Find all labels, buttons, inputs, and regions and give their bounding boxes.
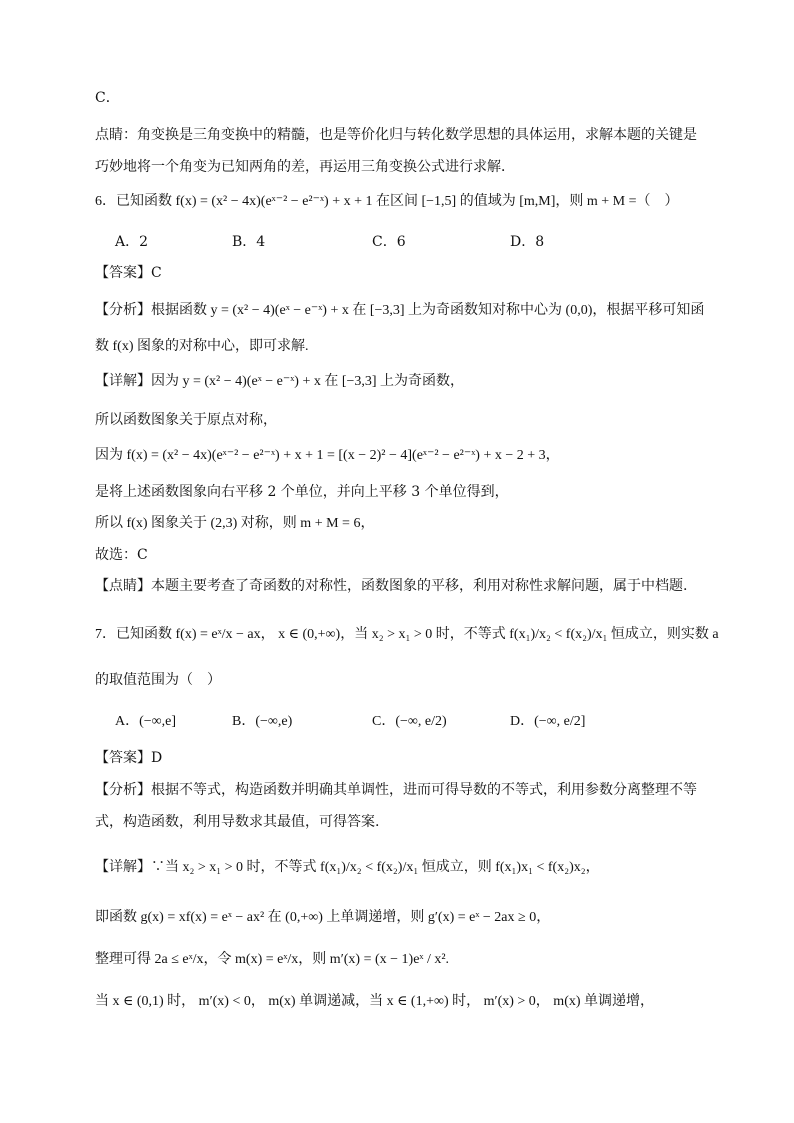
q7-option-d: D．(−∞, e/2] <box>510 714 586 729</box>
q7-option-b: B．(−∞,e) <box>232 714 293 729</box>
q7-option-c: C．(−∞, e/2) <box>372 714 447 729</box>
q7-analysis-2: 式，构造函数，利用导数求其最值，可得答案. <box>95 814 380 830</box>
q6-detail-3: 因为 f(x) = (x² − 4x)(eˣ⁻² − e²⁻ˣ) + x + 1 = [(x − 2)² − 4](eˣ⁻² − e²⁻ˣ) + x − 2 + 3， <box>95 448 560 463</box>
q6-detail-4: 是将上述函数图象向右平移 2 个单位，并向上平移 3 个单位得到， <box>95 484 509 500</box>
q6-analysis-1: 【分析】根据函数 y = (x² − 4)(eˣ − e⁻ˣ) + x 在 [−3,3] 上为奇函数知对称中心为 (0,0)，根据平移可知函 <box>95 303 705 318</box>
q6-answer: 【答案】C <box>95 265 162 281</box>
q7-detail-4: 当 x ∈ (0,1) 时， m′(x) < 0， m(x) 单调递减，当 x ∈ (1,+∞) 时， m′(x) > 0， m(x) 单调递增， <box>95 994 655 1009</box>
q7-answer: 【答案】D <box>95 750 163 766</box>
q6-detail-5: 所以 f(x) 图象关于 (2,3) 对称，则 m + M = 6， <box>95 516 375 531</box>
q7-detail-1: 【详解】∵当 x₂ > x₁ > 0 时，不等式 f(x₁)/x₂ < f(x₂)/x₁ 恒成立，则 f(x₁)x₁ < f(x₂)x₂， <box>95 860 600 875</box>
q7-analysis-1: 【分析】根据不等式，构造函数并明确其单调性，进而可得导数的不等式，利用参数分离整理不等 <box>95 782 697 798</box>
q7-detail-3: 整理可得 2a ≤ eˣ/x，令 m(x) = eˣ/x，则 m′(x) = (x − 1)eˣ / x². <box>95 952 450 967</box>
question-6: 6．已知函数 f(x) = (x² − 4x)(eˣ⁻² − e²⁻ˣ) + x + 1 在区间 [−1,5] 的值域为 [m,M]，则 m + M =（ ） <box>95 194 679 209</box>
note-line-1: 点睛：角变换是三角变换中的精髓，也是等价化归与转化数学思想的具体运用，求解本题的关键是 <box>95 127 697 143</box>
question-7: 7．已知函数 f(x) = eˣ/x − ax， x ∈ (0,+∞)，当 x₂ > x₁ > 0 时，不等式 f(x₁)/x₂ < f(x₂)/x₁ 恒成立，则实数 a <box>95 627 719 642</box>
q6-option-a: A．2 <box>115 234 149 250</box>
q7-detail-2: 即函数 g(x) = xf(x) = eˣ − ax² 在 (0,+∞) 上单调递增，则 g′(x) = eˣ − 2ax ≥ 0， <box>95 910 551 925</box>
answer-letter: C． <box>95 90 120 106</box>
q6-detail-2: 所以函数图象关于原点对称， <box>95 412 277 428</box>
q6-option-b: B．4 <box>232 234 266 250</box>
q6-comment: 【点睛】本题主要考查了奇函数的对称性，函数图象的平移，利用对称性求解问题，属于中档题. <box>95 578 688 594</box>
q6-choice: 故选：C <box>95 547 148 563</box>
q7-option-a: A．(−∞,e] <box>115 714 177 729</box>
note-line-2: 巧妙地将一个角变为已知两角的差，再运用三角变换公式进行求解． <box>95 159 515 175</box>
question-7-cont: 的取值范围为（ ） <box>95 672 221 688</box>
q6-option-c: C．6 <box>372 234 406 250</box>
q6-analysis-2: 数 f(x) 图象的对称中心，即可求解. <box>95 339 309 354</box>
q6-detail-1: 【详解】因为 y = (x² − 4)(eˣ − e⁻ˣ) + x 在 [−3,3] 上为奇函数， <box>95 374 465 389</box>
q6-option-d: D．8 <box>510 234 545 250</box>
